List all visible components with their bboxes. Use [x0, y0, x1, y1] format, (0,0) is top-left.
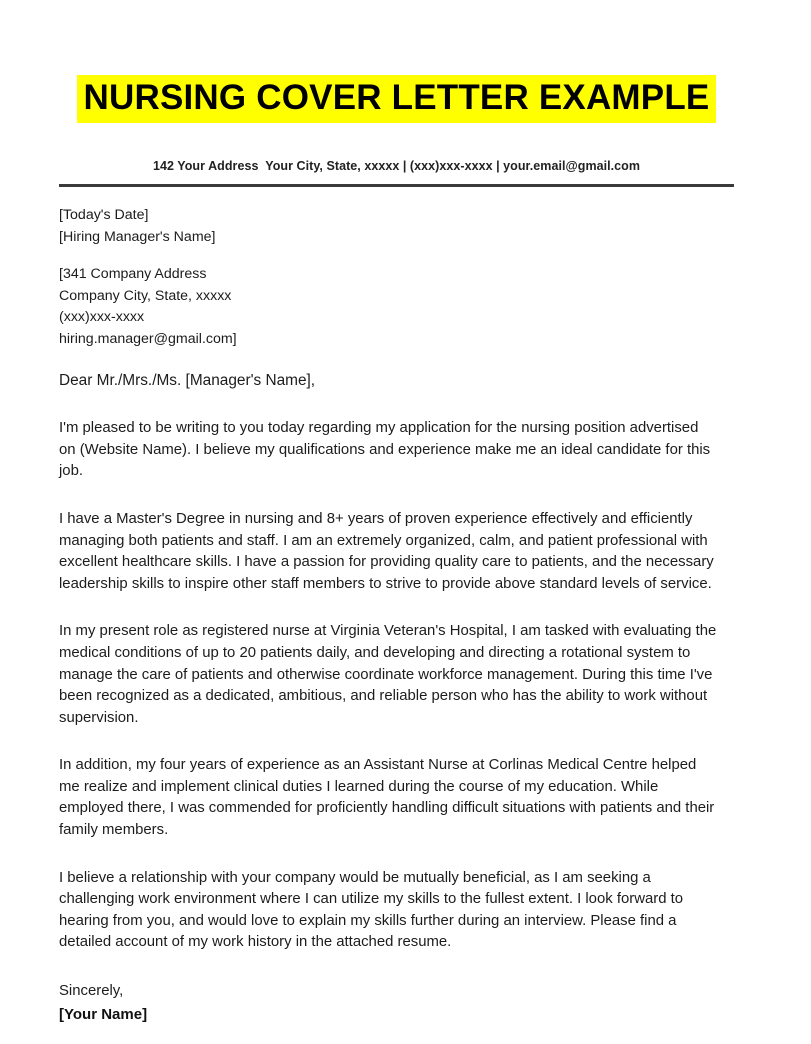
spacer	[59, 842, 719, 868]
spacer	[59, 483, 719, 509]
spacer	[59, 729, 719, 755]
body-paragraph: In my present role as registered nurse at Virginia Veteran's Hospital, I am tasked with evaluating the medical conditions of up to 20 patients daily, and developing and directing a rotational system to manage the care of patients and otherwise coordinate workforce management. During this time I've been recognized as a dedicated, ambitious, and reliable person who has the ability to work without supervision.	[59, 623, 717, 726]
body-paragraph: I believe a relationship with your company would be mutually beneficial, as I am seeking a challenging work environment where I can utilize my skills to the fullest extent. I look forward to hearing from you, and would love to explain my skills further during an interview. Please find a detailed account of my work history in the attached resume.	[59, 869, 684, 951]
page-title: NURSING COVER LETTER EXAMPLE	[77, 75, 717, 122]
closing-sign-off: Sincerely,	[59, 983, 124, 1000]
letter-sheet	[59, 0, 734, 1026]
spacer	[59, 392, 719, 418]
spacer	[59, 595, 719, 621]
hiring-manager-name: [Hiring Manager's Name]	[59, 228, 216, 245]
spacer	[59, 350, 719, 370]
letter-body	[59, 205, 719, 1026]
recipient-email: hiring.manager@gmail.com]	[59, 330, 237, 347]
recipient-address-line-2: Company City, State, xxxxx	[59, 287, 232, 304]
sender-contact-line: 142 Your Address Your City, State, xxxxx | (xxx)xxx-xxxx | your.email@gmail.com	[152, 159, 641, 174]
recipient-phone: (xxx)xxx-xxxx	[59, 309, 145, 326]
salutation: Dear Mr./Mrs./Ms. [Manager's Name],	[59, 372, 316, 390]
spacer	[59, 248, 719, 264]
letter-date: [Today's Date]	[59, 207, 149, 224]
body-paragraph: I'm pleased to be writing to you today regarding my application for the nursing position advertised on (Website Name). I believe my qualifications and experience make me an ideal candidate for this job.	[59, 420, 711, 480]
letterhead	[59, 0, 734, 187]
body-paragraph: In addition, my four years of experience as an Assistant Nurse at Corlinas Medical Centre helped me realize and implement clinical duties I learned during the course of my education. While employed there, I was commended for proficiently handling difficult situations with patients and their family members.	[59, 757, 715, 839]
spacer	[59, 954, 719, 980]
header-divider	[59, 184, 734, 187]
title-container	[59, 52, 734, 146]
body-paragraph: I have a Master's Degree in nursing and 8+ years of proven experience effectively and efficiently managing both patients and staff. I am an extremely organized, calm, and patient professional with excellent healthcare skills. I have a passion for providing quality care to patients, and the necessary leadership skills to inspire other staff members to strive to provide above standard levels of service.	[59, 510, 714, 592]
signature-name: [Your Name]	[59, 1006, 148, 1024]
recipient-address-line-1: [341 Company Address	[59, 266, 207, 283]
